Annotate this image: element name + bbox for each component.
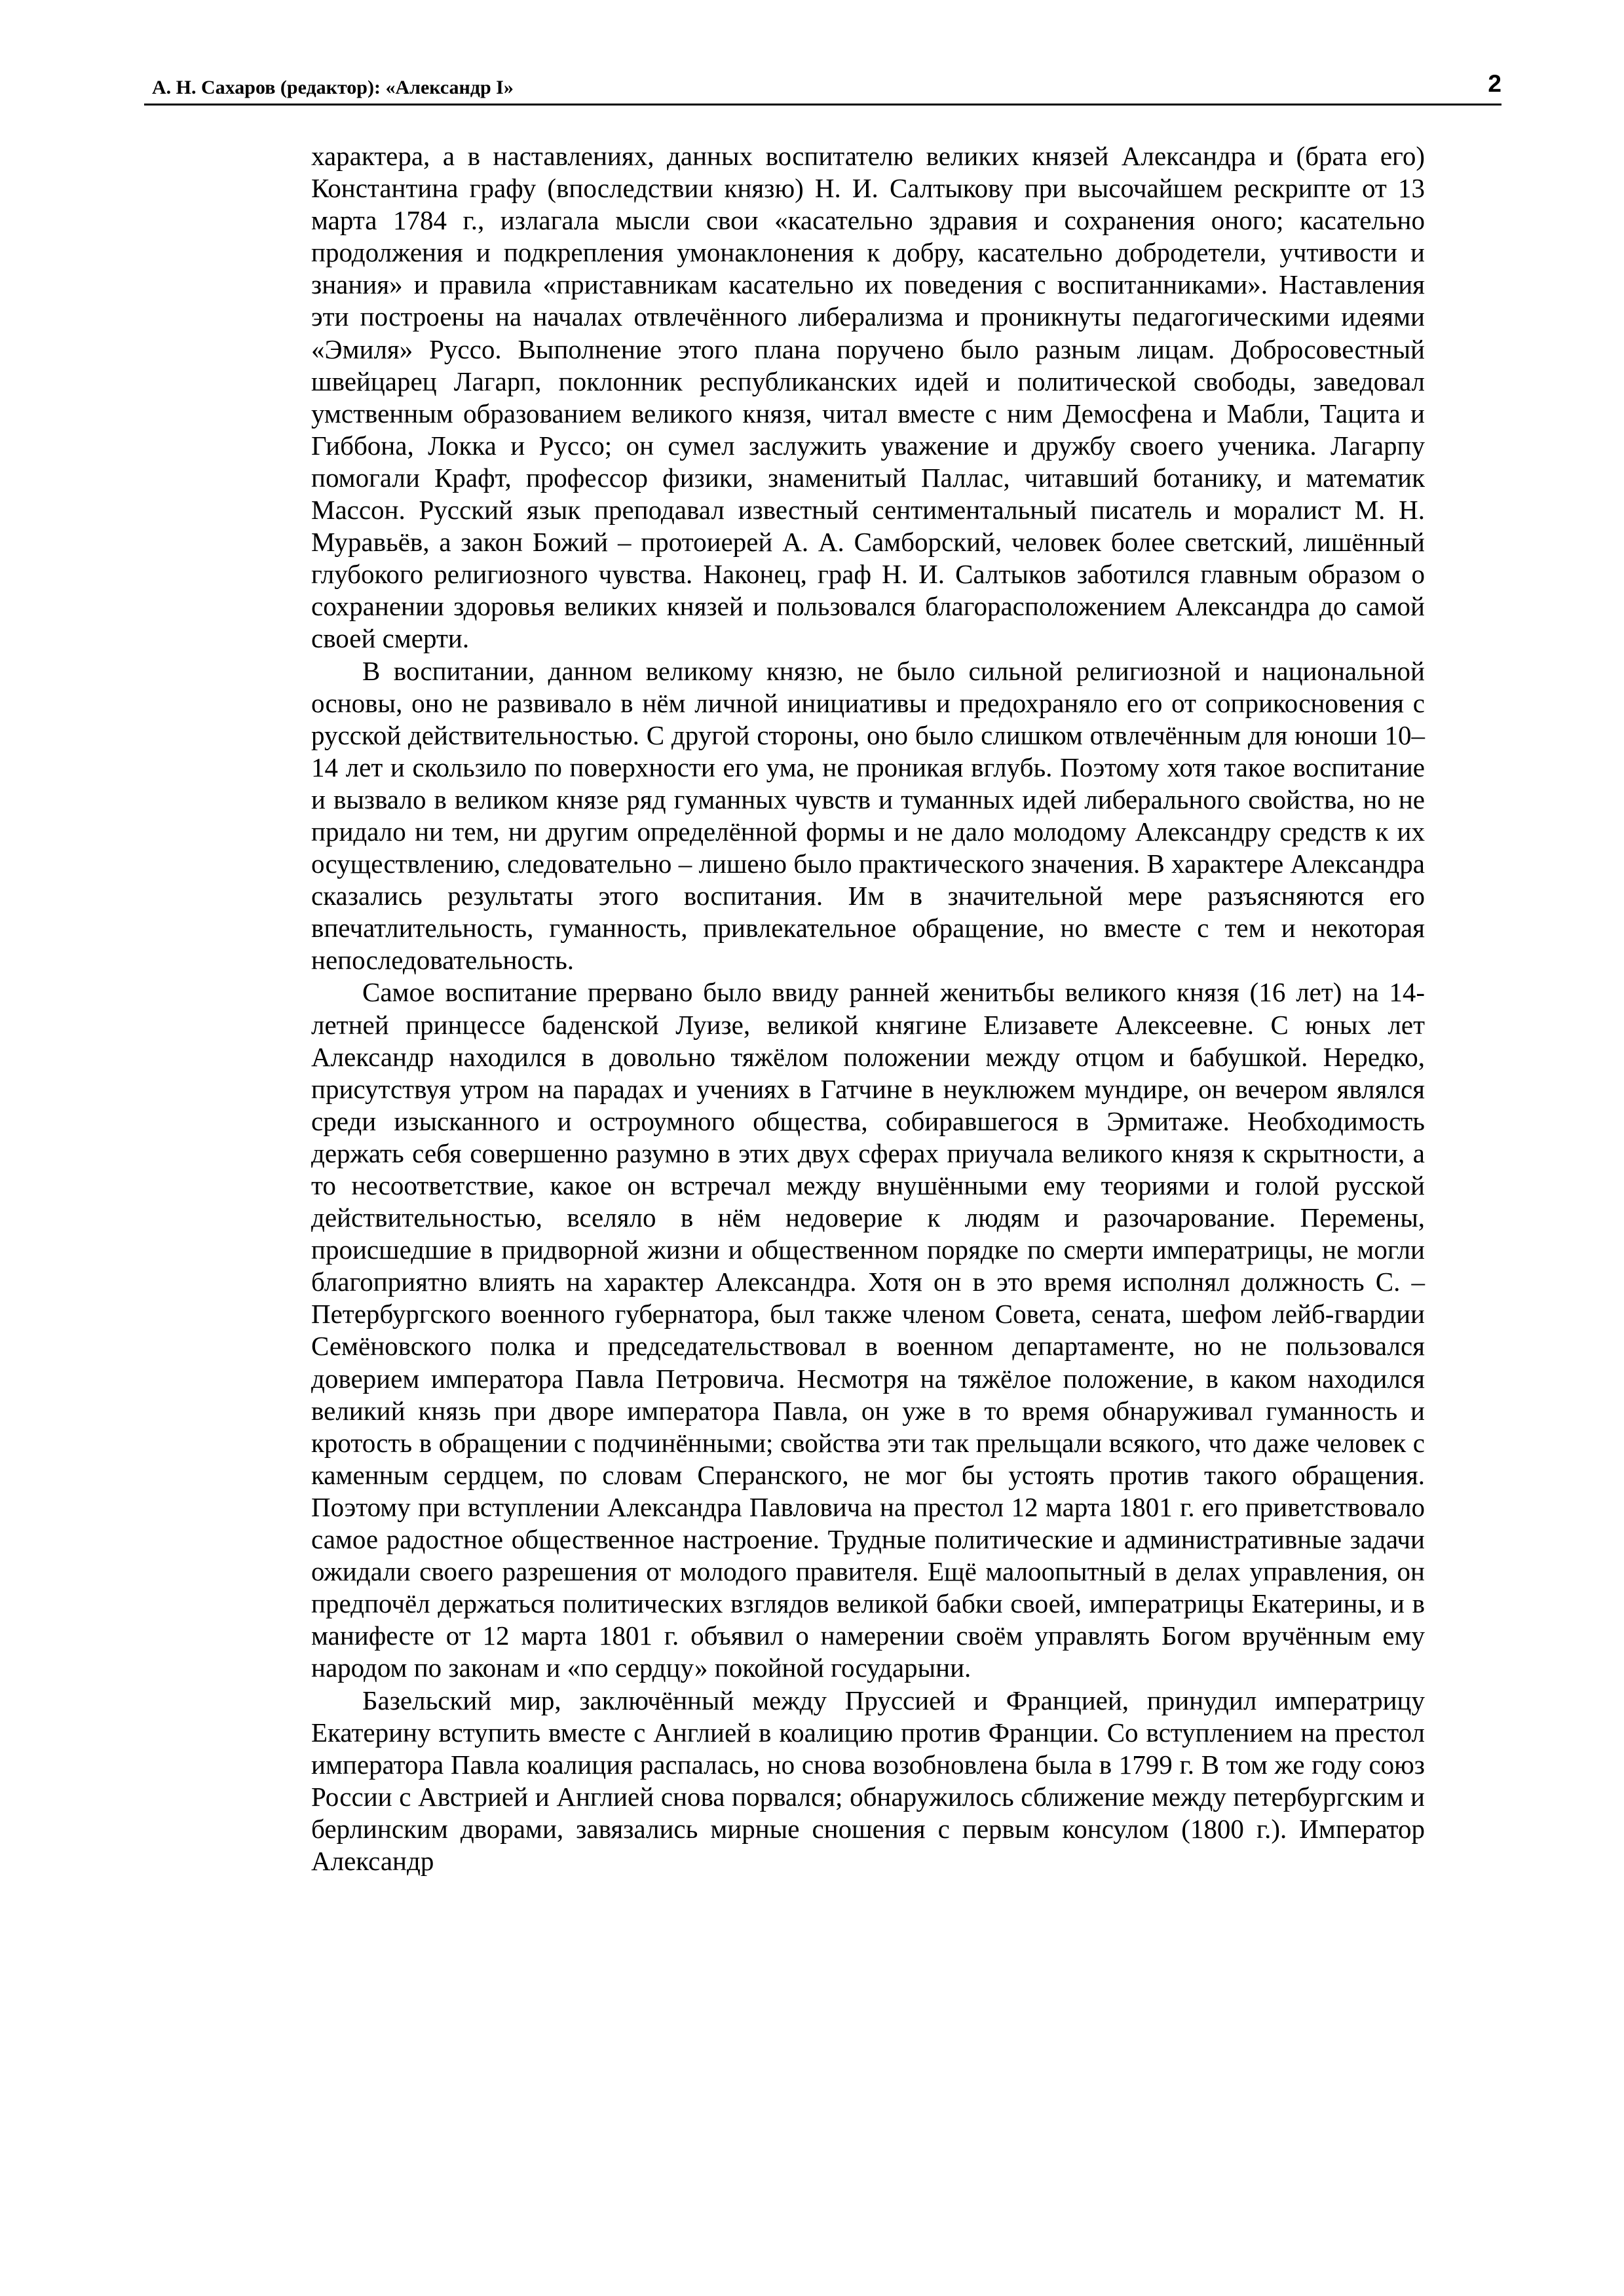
paragraph-4: Базельский мир, заключённый между Пруссией и Францией, принудил императрицу Екатерину вступить вместе с Англией в коалицию против Франции. Со вступлением на престол императора Павла коалиция распалась, но снова возобновлена была в 1799 г. В том же году союз России с Австрией и Англией снова порвался; обнаружилось сближение между петербургским и берлинским дворами, завязались мирные сношения с первым консулом (1800 г.). Император Александр [311,1685,1425,1876]
paragraph-3: Самое воспитание прервано было ввиду ранней женитьбы великого князя (16 лет) на 14-летней принцессе баденской Луизе, великой княгине Елизавете Алексеевне. С юных лет Александр находился в довольно тяжёлом положении между отцом и бабушкой. Нередко, присутствуя утром на парадах и учениях в Гатчине в неуклюжем мундире, он вечером являлся среди изысканного и остроумного общества, собиравшегося в Эрмитаже. Необходимость держать себя совершенно разумно в этих двух сферах приучала великого князя к скрытности, а то несоответствие, какое он встречал между внушёнными ему теориями и голой русской действительностью, вселяло в нём недоверие к людям и разочарование. Перемены, происшедшие в придворной жизни и общественном порядке по смерти императрицы, не могли благоприятно влиять на характер Александра. Хотя он в это время исполнял должность С. – Петербургского военного губернатора, был также членом Совета, сената, шефом лейб-гвардии Семёновского полка и председательствовал в военном департаменте, но не пользовался доверием императора Павла Петровича. Несмотря на тяжёлое положение, в каком находился великий князь при дворе императора Павла, он уже в то время обнаруживал гуманность и кротость в обращении с подчинёнными; свойства эти так прельщали всякого, что даже человек с каменным сердцем, по словам Сперанского, не мог бы устоять против такого обращения. Поэтому при вступлении Александра Павловича на престол 12 марта 1801 г. его приветствовало самое радостное общественное настроение. Трудные политические и административные задачи ожидали своего разрешения от молодого правителя. Ещё малоопытный в делах управления, он предпочёл держаться политических взглядов великой бабки своей, императрицы Екатерины, и в манифесте от 12 марта 1801 г. объявил о намерении своём управлять Богом вручённым ему народом по законам и «по сердцу» покойной государыни. [311,977,1425,1683]
main-text [311,140,1425,1877]
running-header [144,66,1501,105]
paragraph-2: В воспитании, данном великому князю, не было сильной религиозной и национальной основы, оно не развивало в нём личной инициативы и предохраняло его от соприкосновения с русской действительностью. С другой стороны, оно было слишком отвлечённым для юноши 10–14 лет и скользило по поверхности его ума, не проникая вглубь. Поэтому хотя такое воспитание и вызвало в великом князе ряд гуманных чувств и туманных идей либерального свойства, но не придало ни тем, ни другим определённой формы и не дало молодому Александру средств к их осуществлению, следовательно – лишено было практического значения. В характере Александра сказались результаты этого воспитания. Им в значительной мере разъясняются его впечатлительность, гуманность, привлекательное обращение, но вместе с тем и некоторая непоследовательность. [311,655,1425,976]
paragraph-1: характера, а в наставлениях, данных воспитателю великих князей Александра и (брата его) Константина графу (впоследствии князю) Н. И. Салтыкову при высочайшем рескрипте от 13 марта 1784 г., излагала мысли свои «касательно здравия и сохранения оного; касательно продолжения и подкрепления умонаклонения к добру, касательно добродетели, учтивости и знания» и правила «приставникам касательно их поведения с воспитанниками». Наставления эти построены на началах отвлечённого либерализма и проникнуты педагогическими идеями «Эмиля» Руссо. Выполнение этого плана поручено было разным лицам. Добросовестный швейцарец Лагарп, поклонник республиканских идей и политической свободы, заведовал умственным образованием великого князя, читал вместе с ним Демосфена и Мабли, Тацита и Гиббона, Локка и Руссо; он сумел заслужить уважение и дружбу своего ученика. Лагарпу помогали Крафт, профессор физики, знаменитый Паллас, читавший ботанику, и математик Массон. Русский язык преподавал известный сентиментальный писатель и моралист М. Н. Муравьёв, а закон Божий – протоиерей А. А. Самборский, человек более светский, лишённый глубокого религиозного чувства. Наконец, граф Н. И. Салтыков заботился главным образом о сохранении здоровья великих князей и пользовался благорасположением Александра до самой своей смерти. [311,141,1425,654]
page-number: 2 [1488,70,1501,97]
header-title: А. Н. Сахаров (редактор): «Александр I» [152,77,514,98]
